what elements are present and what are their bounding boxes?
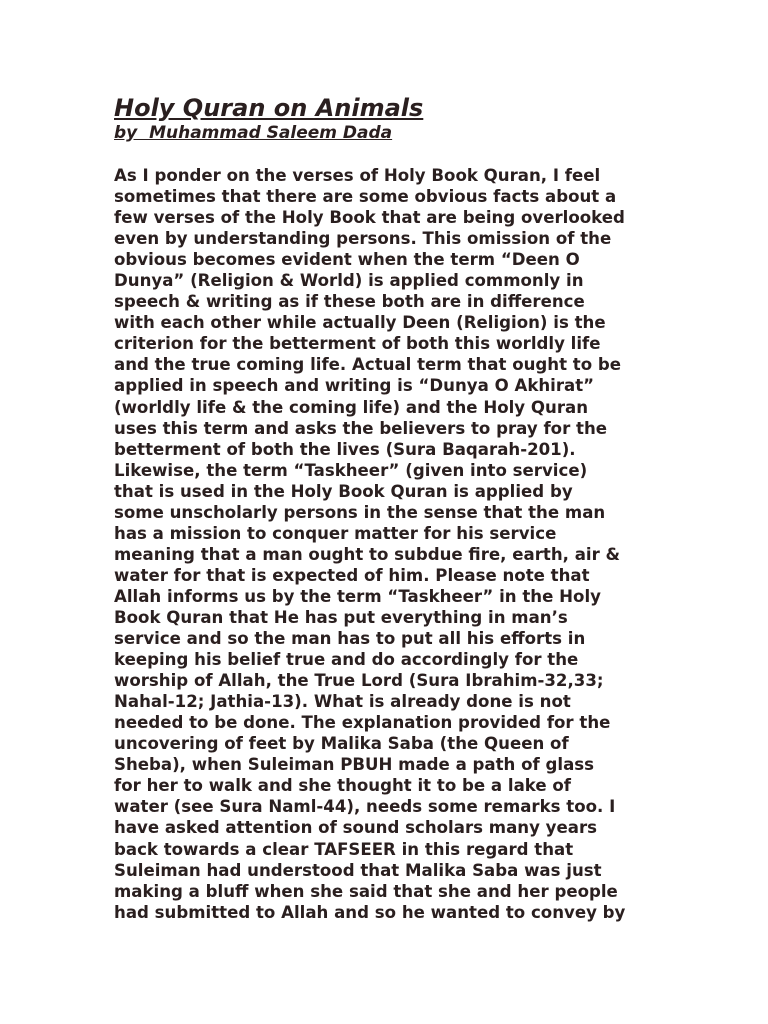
body-text-line: keeping his belief true and do accordingly for the [114, 650, 579, 670]
document-page [114, 94, 662, 923]
body-text-line: even by understanding persons. This omission of the [114, 229, 612, 249]
body-text-line: As I ponder on the verses of Holy Book Quran, I feel [114, 166, 601, 185]
body-text-line: service and so the man has to put all his efforts in [114, 629, 586, 649]
body-text-line: Likewise, the term “Taskheer” (given into service) [114, 460, 588, 480]
body-text-line: Dunya” (Religion & World) is applied commonly in [114, 271, 584, 291]
body-text-line: meaning that a man ought to subdue fire, earth, air & [114, 544, 621, 564]
body-text-line: with each other while actually Deen (Religion) is the [114, 313, 606, 333]
body-text-line: Book Quran that He has put everything in man’s [114, 607, 568, 627]
document-body [114, 165, 662, 923]
body-text-line: water (see Sura Naml-44), needs some remarks too. I [114, 797, 616, 817]
body-text-line: some unscholarly persons in the sense that the man [114, 502, 606, 522]
body-text-line: sometimes that there are some obvious facts about a [114, 187, 617, 207]
body-text-line: betterment of both the lives (Sura Baqarah-201). [114, 439, 576, 459]
body-text-line: Allah informs us by the term “Taskheer” in the Holy [114, 586, 601, 606]
body-text-line: obvious becomes evident when the term “Deen O [114, 250, 580, 270]
body-text-line: uncovering of feet by Malika Saba (the Queen of [114, 734, 569, 754]
body-text-line: that is used in the Holy Book Quran is applied by [114, 481, 573, 501]
body-text-line: making a bluff when she said that she and her people [114, 881, 618, 901]
body-text-line: speech & writing as if these both are in difference [114, 292, 585, 312]
body-text-line: (worldly life & the coming life) and the Holy Quran [114, 397, 589, 417]
body-text-line: needed to be done. The explanation provided for the [114, 713, 611, 733]
body-text-line: Sheba), when Suleiman PBUH made a path of glass [114, 755, 595, 775]
body-text-line: and the true coming life. Actual term that ought to be [114, 355, 622, 375]
document-byline: by Muhammad Saleem Dada [114, 123, 393, 143]
body-text-line: Suleiman had understood that Malika Saba was just [114, 860, 602, 880]
body-text-line: worship of Allah, the True Lord (Sura Ibrahim-32,33; [114, 671, 604, 691]
body-text-line: criterion for the betterment of both this worldly life [114, 334, 601, 354]
body-text-line: water for that is expected of him. Please note that [114, 565, 590, 585]
body-text-line: few verses of the Holy Book that are being overlooked [114, 208, 625, 228]
body-text-line: Nahal-12; Jathia-13). What is already done is not [114, 692, 571, 712]
body-text-line: for her to walk and she thought it to be a lake of [114, 776, 572, 796]
body-text-line: had submitted to Allah and so he wanted to convey by [114, 902, 626, 922]
body-text-line: uses this term and asks the believers to pray for the [114, 418, 608, 438]
document-title: Holy Quran on Animals [114, 94, 424, 122]
body-text-line: has a mission to conquer matter for his service [114, 523, 557, 543]
body-text-line: have asked attention of sound scholars many years [114, 818, 598, 838]
body-text-line: back towards a clear TAFSEER in this regard that [114, 839, 574, 859]
body-text-line: applied in speech and writing is “Dunya O Akhirat” [114, 376, 595, 396]
